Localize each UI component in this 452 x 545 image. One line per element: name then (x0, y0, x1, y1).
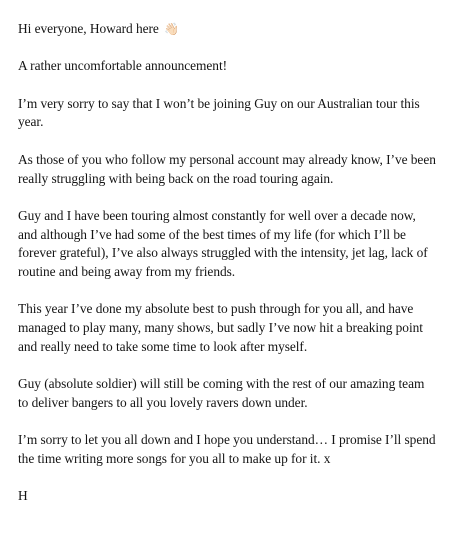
paragraph-touring-history: Guy and I have been touring almost constantly for well over a decade now, and although I’ve had some of the best times of my life (for which I’ll be forever grateful), I’ve also always struggled with the intensity, jet lag, lack of routine and being away from my friends. (18, 207, 428, 280)
paragraph-struggle: As those of you who follow my personal account may already know, I’ve been really struggling with being back on the road touring again. (18, 151, 436, 186)
paragraph-breaking-point-text: This year I’ve done my absolute best to push through for you all, and have managed to play many, many shows, but sadly I’ve now hit a breaking point and really need to take some time to look after myself. (18, 301, 423, 354)
paragraph-breaking-point (18, 300, 436, 356)
paragraph-intro: A rather uncomfortable announcement! (18, 58, 228, 74)
paragraph-guy-continues: Guy (absolute soldier) will still be coming with the rest of our amazing team to deliver bangers to all you lovely ravers down under. (18, 376, 425, 410)
announcement-letter (18, 20, 436, 525)
waving-hand-icon: 👋🏻 (164, 22, 180, 36)
signature: H (18, 488, 28, 504)
paragraph-tour-news: I’m very sorry to say that I won’t be joining Guy on our Australian tour this year. (18, 95, 420, 130)
greeting-line (18, 20, 436, 39)
greeting-text: Hi everyone, Howard here (18, 21, 159, 36)
paragraph-apology: I’m sorry to let you all down and I hope you understand… I promise I’ll spend the time writing more songs for you all to make up for it. x (18, 432, 436, 467)
